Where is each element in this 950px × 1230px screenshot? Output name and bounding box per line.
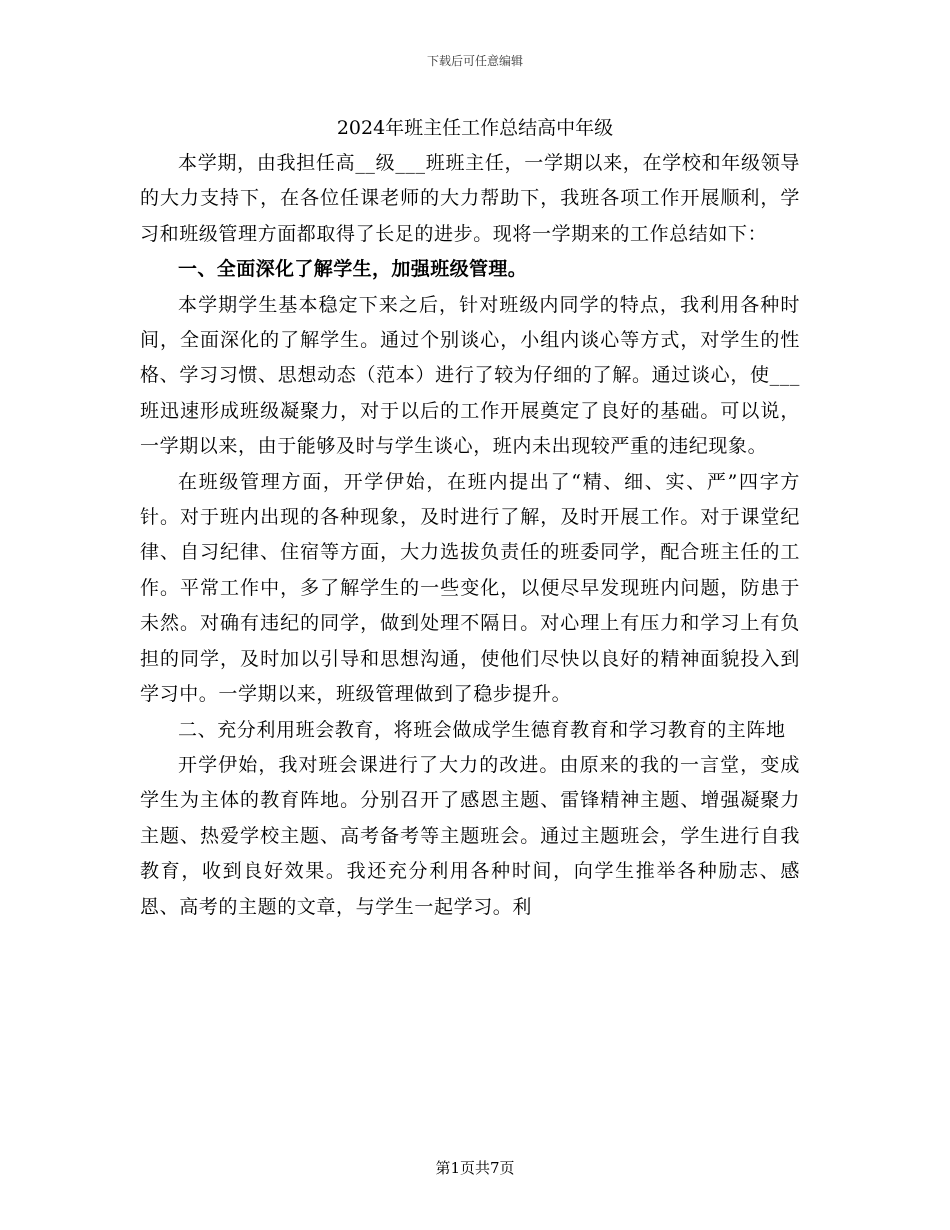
body-paragraph: 本学期学生基本稳定下来之后，针对班级内同学的特点，我利用各种时间，全面深化的了解学生。通过个别谈心，小组内谈心等方式，对学生的性格、学习习惯、思想动态（范本）进行了较为仔细的了解。通过谈心，使___班迅速形成班级凝聚力，对于以后的工作开展奠定了良好的基础。可以说，一学期以来，由于能够及时与学生谈心，班内未出现较严重的违纪现象。	[140, 293, 800, 458]
section-heading-1: 一、全面深化了解学生，加强班级管理。	[178, 258, 528, 281]
section-heading-2: 二、充分利用班会教育，将班会做成学生德育教育和学习教育的主阵地	[178, 718, 786, 741]
body-paragraph: 在班级管理方面，开学伊始，在班内提出了“精、细、实、严”四字方针。对于班内出现的各种现象，及时进行了解，及时开展工作。对于课堂纪律、自习纪律、住宿等方面，大力选拔负责任的班委同学，配合班主任的工作。平常工作中，多了解学生的一些变化，以便尽早发现班内问题，防患于未然。对确有违纪的同学，做到处理不隔日。对心理上有压力和学习上有负担的同学，及时加以引导和思想沟通，使他们尽快以良好的精神面貌投入到学习中。一学期以来，班级管理做到了稳步提升。	[140, 470, 800, 706]
document-title: 2024年班主任工作总结高中年级	[336, 117, 614, 139]
page-number: 第1页共7页	[435, 1159, 515, 1177]
document-body	[140, 146, 800, 925]
page-header-note: 下载后可任意编辑	[426, 54, 523, 68]
body-paragraph: 开学伊始，我对班会课进行了大力的改进。由原来的我的一言堂，变成学生为主体的教育阵地。分别召开了感恩主题、雷锋精神主题、增强凝聚力主题、热爱学校主题、高考备考等主题班会。通过主题班会，学生进行自我教育，收到良好效果。我还充分利用各种时间，向学生推举各种励志、感恩、高考的主题的文章，与学生一起学习。利	[140, 753, 800, 918]
intro-paragraph: 本学期，由我担任高__级___班班主任，一学期以来，在学校和年级领导的大力支持下，在各位任课老师的大力帮助下，我班各项工作开展顺利，学习和班级管理方面都取得了长足的进步。现将一学期来的工作总结如下：	[140, 152, 800, 245]
